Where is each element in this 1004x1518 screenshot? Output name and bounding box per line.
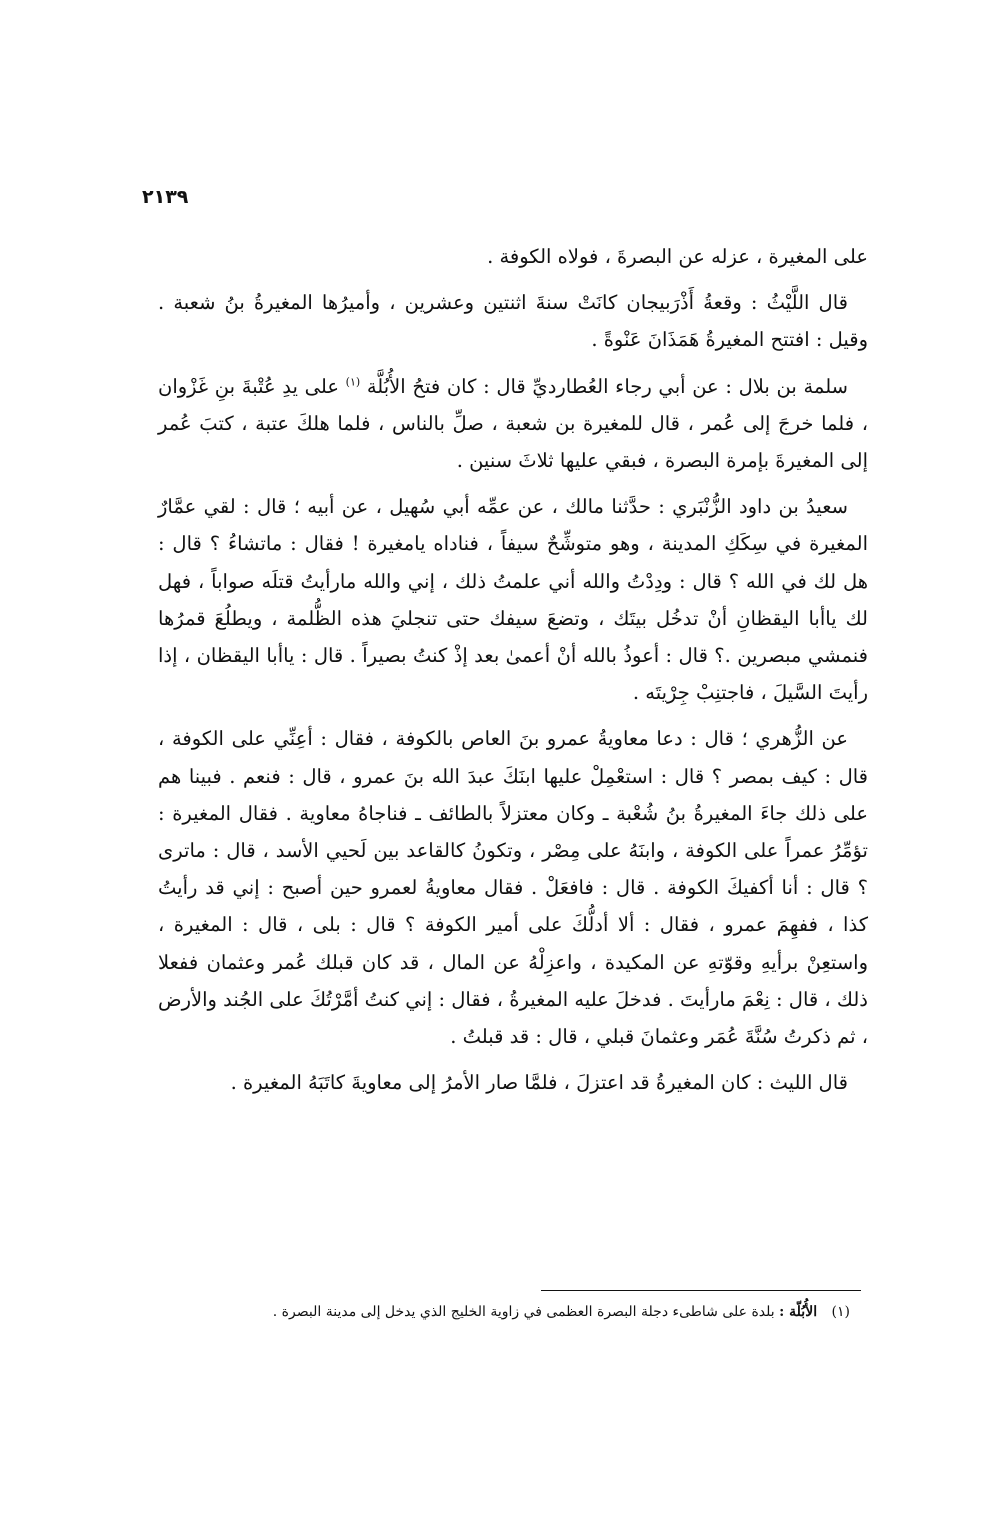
paragraph-1: على المغيرة ، عزله عن البصرةَ ، فولاه الكوفة . (487, 245, 868, 268)
footnote-number: (١) (831, 1304, 850, 1320)
footnote (158, 1300, 850, 1324)
paragraph-3-text-before-ref: سلمة بن بلال : عن أبي رجاء العُطارديِّ قال : كان فتحُ الأُبُلَّة (360, 374, 848, 398)
paragraph-2: قال اللَّيْثُ : وقعةُ أَذْرَبيجان كانَتْ سنةَ اثنتين وعشرين ، وأميرُها المغيرةُ بنُ شعبة . وقيل : افتتح المغيرةُ هَمَذَانَ عَنْوةً . (158, 291, 868, 352)
page-number: ٢١٣٩ (142, 186, 189, 208)
footnote-term: الأُبُلّة : (779, 1304, 818, 1320)
paragraph-3 (158, 368, 868, 480)
body-text (158, 238, 868, 1110)
footnote-divider (541, 1290, 861, 1291)
footnote-reference: (١) (345, 375, 361, 389)
paragraph-6: قال الليث : كان المغيرةُ قد اعتزلَ ، فلمَّا صار الأمرُ إلى معاويةَ كاتَبَهُ المغيرة . (230, 1071, 848, 1095)
paragraph-5: عن الزُّهري ؛ قال : دعا معاويةُ عمرو بنَ العاص بالكوفة ، فقال : أعِنِّي على الكوفة ، قال : كيف بمصر ؟ قال : استعْمِلْ عليها ابنَكَ عبدَ الله بنَ عمرو ، قال : فنعم . فبينا هم على ذلك جاءَ المغيرةُ بنُ شُعْبة ـ وكان معتزلاً بالطائف ـ فناجاهُ معاوية . فقال المغيرة : تؤمِّرُ عمراً على الكوفة ، وابنَهُ على مِصْر ، وتكونُ كالقاعد بين لَحيي الأسد ، قال : ماترى ؟ قال : أنا أكفيكَ الكوفة . قال : فافعَلْ . فقال معاويةُ لعمرو حين أصبح : إني قد رأيتُ كذا ، ففهِمَ عمرو ، فقال : ألا أدلُّكَ على أمير الكوفة ؟ قال : بلى ، قال : المغيرة ، واستعِنْ برأيهِ وقوّتهِ عن المكيدة ، واعزِلْهُ عن المال ، قد كان قبلك عُمر وعثمان ففعلا ذلك ، قال : نِعْمَ مارأيتَ . فدخلَ عليه المغيرةُ ، فقال : إني كنتُ أمَّرْتُكَ على الجُند والأرض ، ثم ذكرتُ سُنَّةَ عُمَر وعثمانَ قبلي ، قال : قد قبلتُ . (158, 727, 868, 1049)
paragraph-4: سعيدُ بن داود الزُّنْبَري : حدَّثنا مالك ، عن عمِّه أبي سُهيل ، عن أبيه ؛ قال : لقي عمَّارٌ المغيرة في سِكَكِ المدينة ، وهو متوشِّحٌ سيفاً ، فناداه يامغيرة ! فقال : ماتشاءُ ؟ قال : هل لك في الله ؟ قال : ودِدْتُ والله أني علمتُ ذلك ، إني والله مارأيتُ قتلَه صواباً ، فهل لك ياأبا اليقظانِ أنْ تدخُل بيتَك ، وتضعَ سيفك حتى تنجليَ هذه الظُّلمة ، ويطلُعَ قمرُها فنمشي مبصرين .؟ قال : أعوذُ بالله أنْ أعمىٰ بعد إذْ كنتُ بصيراً . قال : ياأبا اليقظان ، إذا رأيتَ السَّيلَ ، فاجتنِبْ جِرْيتَه . (158, 495, 868, 705)
footnote-text: بلدة على شاطىء دجلة البصرة العظمى في زاوية الخليج الذي يدخل إلى مدينة البصرة . (272, 1304, 775, 1320)
paragraph-3-text-after-ref: على يدِ عُتْبةَ بنِ غَزْوان ، فلما خرجَ إلى عُمر ، قال للمغيرة بن شعبة ، صلِّ بالناس ، فلما هلكَ عتبة ، كتبَ عُمر إلى المغيرةَ بإمرة البصرة ، فبقي عليها ثلاثَ سنين . (158, 374, 868, 473)
